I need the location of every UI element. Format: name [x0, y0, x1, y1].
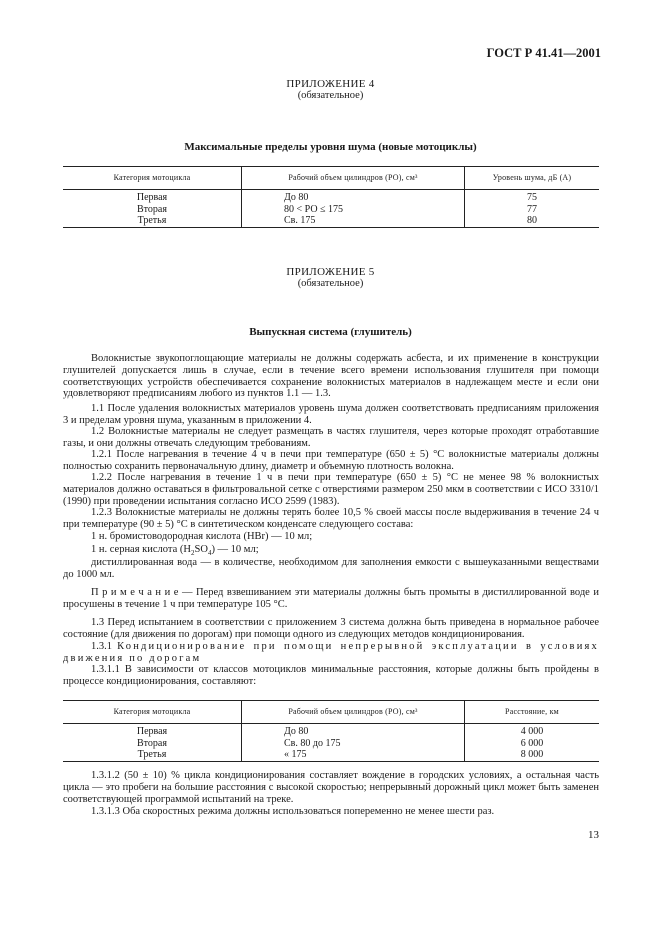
column-header: Категория мотоцикла	[63, 167, 242, 190]
table-cell: 8 000	[465, 749, 600, 761]
list-item-text: SO	[194, 544, 208, 555]
noise-limits-table	[63, 166, 599, 228]
column-header: Уровень шума, дБ (А)	[465, 167, 600, 190]
paragraph-1-2-3: 1.2.3 Волокнистые материалы не должны терять более 10,5 % своей массы после выдерживания в течение 24 ч при температуре (90 ± 5) °С в синтетическом конденсате следующего состава:	[63, 507, 599, 530]
table-cell: « 175	[242, 749, 465, 761]
note-label: П р и м е ч а н и е	[91, 587, 179, 598]
paragraph-heading: Кондиционирование при помощи непрерывной эксплуатации в условиях движения по дорогам	[63, 641, 600, 664]
column-header: Категория мотоцикла	[63, 701, 242, 724]
table-row	[63, 204, 599, 216]
appendix-5-status: (обязательное)	[297, 278, 364, 289]
column-header: Расстояние, км	[465, 701, 600, 724]
conditioning-distance-table	[63, 700, 599, 762]
page-number: 13	[588, 829, 599, 841]
note-text: — Перед взвешиванием эти материалы должны быть промыты в дистиллированной воде и просушены в течение 1 ч при температуре 105 °С.	[63, 587, 599, 610]
table-cell: Вторая	[137, 737, 167, 749]
table-cell: 75	[465, 190, 600, 204]
table-cell: До 80	[242, 724, 465, 738]
list-item-text: 1 н. серная кислота (Н	[91, 544, 191, 555]
table-header-row	[63, 701, 599, 724]
table-row	[63, 215, 599, 227]
appendix-4-title: Максимальные пределы уровня шума (новые мотоциклы)	[184, 141, 477, 153]
table-row	[63, 190, 599, 204]
table-cell: 77	[465, 204, 600, 216]
paragraph-1-3-1-2: 1.3.1.2 (50 ± 10) % цикла кондиционирования составляет вождение в городских условиях, а остальная часть цикла — это пробеги на большие расстояния с высокой скоростью; непрерывный дорожный цикл может быть заменен соответствующей программой испытаний на треке.	[63, 770, 599, 805]
table-cell: Св. 80 до 175	[242, 738, 465, 750]
paragraph-1-2-1: 1.2.1 После нагревания в течение 4 ч в печи при температуре (650 ± 5) °С волокнистые материалы должны полностью сохранить первоначальную длину, диаметр и объемную плотность волокна.	[63, 449, 599, 472]
paragraph-1-3-1	[63, 641, 599, 665]
table-cell: Св. 175	[242, 215, 465, 227]
table-cell: До 80	[242, 190, 465, 204]
list-item: 1 н. бромистоводородная кислота (НBr) — 10 мл;	[91, 531, 313, 542]
table-header-row	[63, 167, 599, 190]
table-cell: 80 < РО ≤ 175	[242, 204, 465, 216]
note-paragraph	[63, 587, 599, 611]
table-cell: Третья	[63, 749, 242, 761]
paragraph-1-1: 1.1 После удаления волокнистых материалов уровень шума должен соответствовать предписаниям приложения 3 и пределам уровня шума, указанным в приложении 4.	[63, 403, 599, 426]
paragraph-number: 1.3.1	[91, 641, 118, 652]
table-cell: Первая	[136, 726, 168, 737]
column-header: Рабочий объем цилиндров (РО), см³	[242, 701, 465, 724]
column-header: Рабочий объем цилиндров (РО), см³	[242, 167, 465, 190]
table-cell: 4 000	[465, 724, 600, 738]
table-row	[63, 724, 599, 738]
appendix-4-label: ПРИЛОЖЕНИЕ 4	[286, 78, 375, 90]
subscript: 2	[191, 549, 195, 558]
paragraph-1-3-1-3: 1.3.1.3 Оба скоростных режима должны использоваться попеременно не менее шести раз.	[91, 806, 495, 817]
intro-paragraph: Волокнистые звукопоглощающие материалы не должны содержать асбеста, и их применение в конструкции глушителей допускается лишь в случае, если в течение всего времени использования глушителя при помощи соответствующих устройств обеспечивается сохранение волокнистых материалов в надлежащем месте и если они удовлетворяют предписаниям любого из пунктов 1.1 — 1.3.	[63, 353, 599, 400]
table-cell: Третья	[63, 215, 242, 227]
paragraph-1-2-2: 1.2.2 После нагревания в течение 1 ч в печи при температуре (650 ± 5) °С не менее 98 % волокнистых материалов должно оставаться в фильтровальной сетке с отверстиями размером 250 мкм в соответствии с ИСО 3310/1 (1990) при проведении испытания согласно ИСО 2599 (1983).	[63, 472, 599, 507]
subscript: 4	[207, 549, 212, 558]
table-cell: Первая	[136, 192, 168, 203]
table-row	[63, 749, 599, 761]
table-cell: 6 000	[465, 738, 600, 750]
list-item-text: ) — 10 мл;	[211, 544, 259, 555]
paragraph-1-3: 1.3 Перед испытанием в соответствии с приложением 3 система должна быть приведена в нормальное рабочее состояние (для движения по дорогам) при помощи одного из следующих методов кондиционирования.	[63, 617, 599, 640]
appendix-5-title: Выпускная система (глушитель)	[249, 326, 412, 338]
list-item: дистиллированная вода — в количестве, необходимом для заполнения емкости с вышеуказанными веществами до 1000 мл.	[63, 557, 599, 580]
table-cell: 80	[465, 215, 600, 227]
appendix-4-status: (обязательное)	[297, 90, 364, 101]
table-cell: Вторая	[137, 203, 167, 215]
document-code: ГОСТ Р 41.41—2001	[486, 46, 601, 60]
table-row	[63, 738, 599, 750]
appendix-5-label: ПРИЛОЖЕНИЕ 5	[286, 266, 375, 278]
paragraph-1-3-1-1: 1.3.1.1 В зависимости от классов мотоциклов минимальные расстояния, которые должны быть пройдены в процессе кондиционирования, составляют:	[63, 664, 599, 687]
paragraph-1-2: 1.2 Волокнистые материалы не следует размещать в частях глушителя, через которые проходят отработавшие газы, и они должны отвечать следующим требованиям.	[63, 426, 599, 449]
